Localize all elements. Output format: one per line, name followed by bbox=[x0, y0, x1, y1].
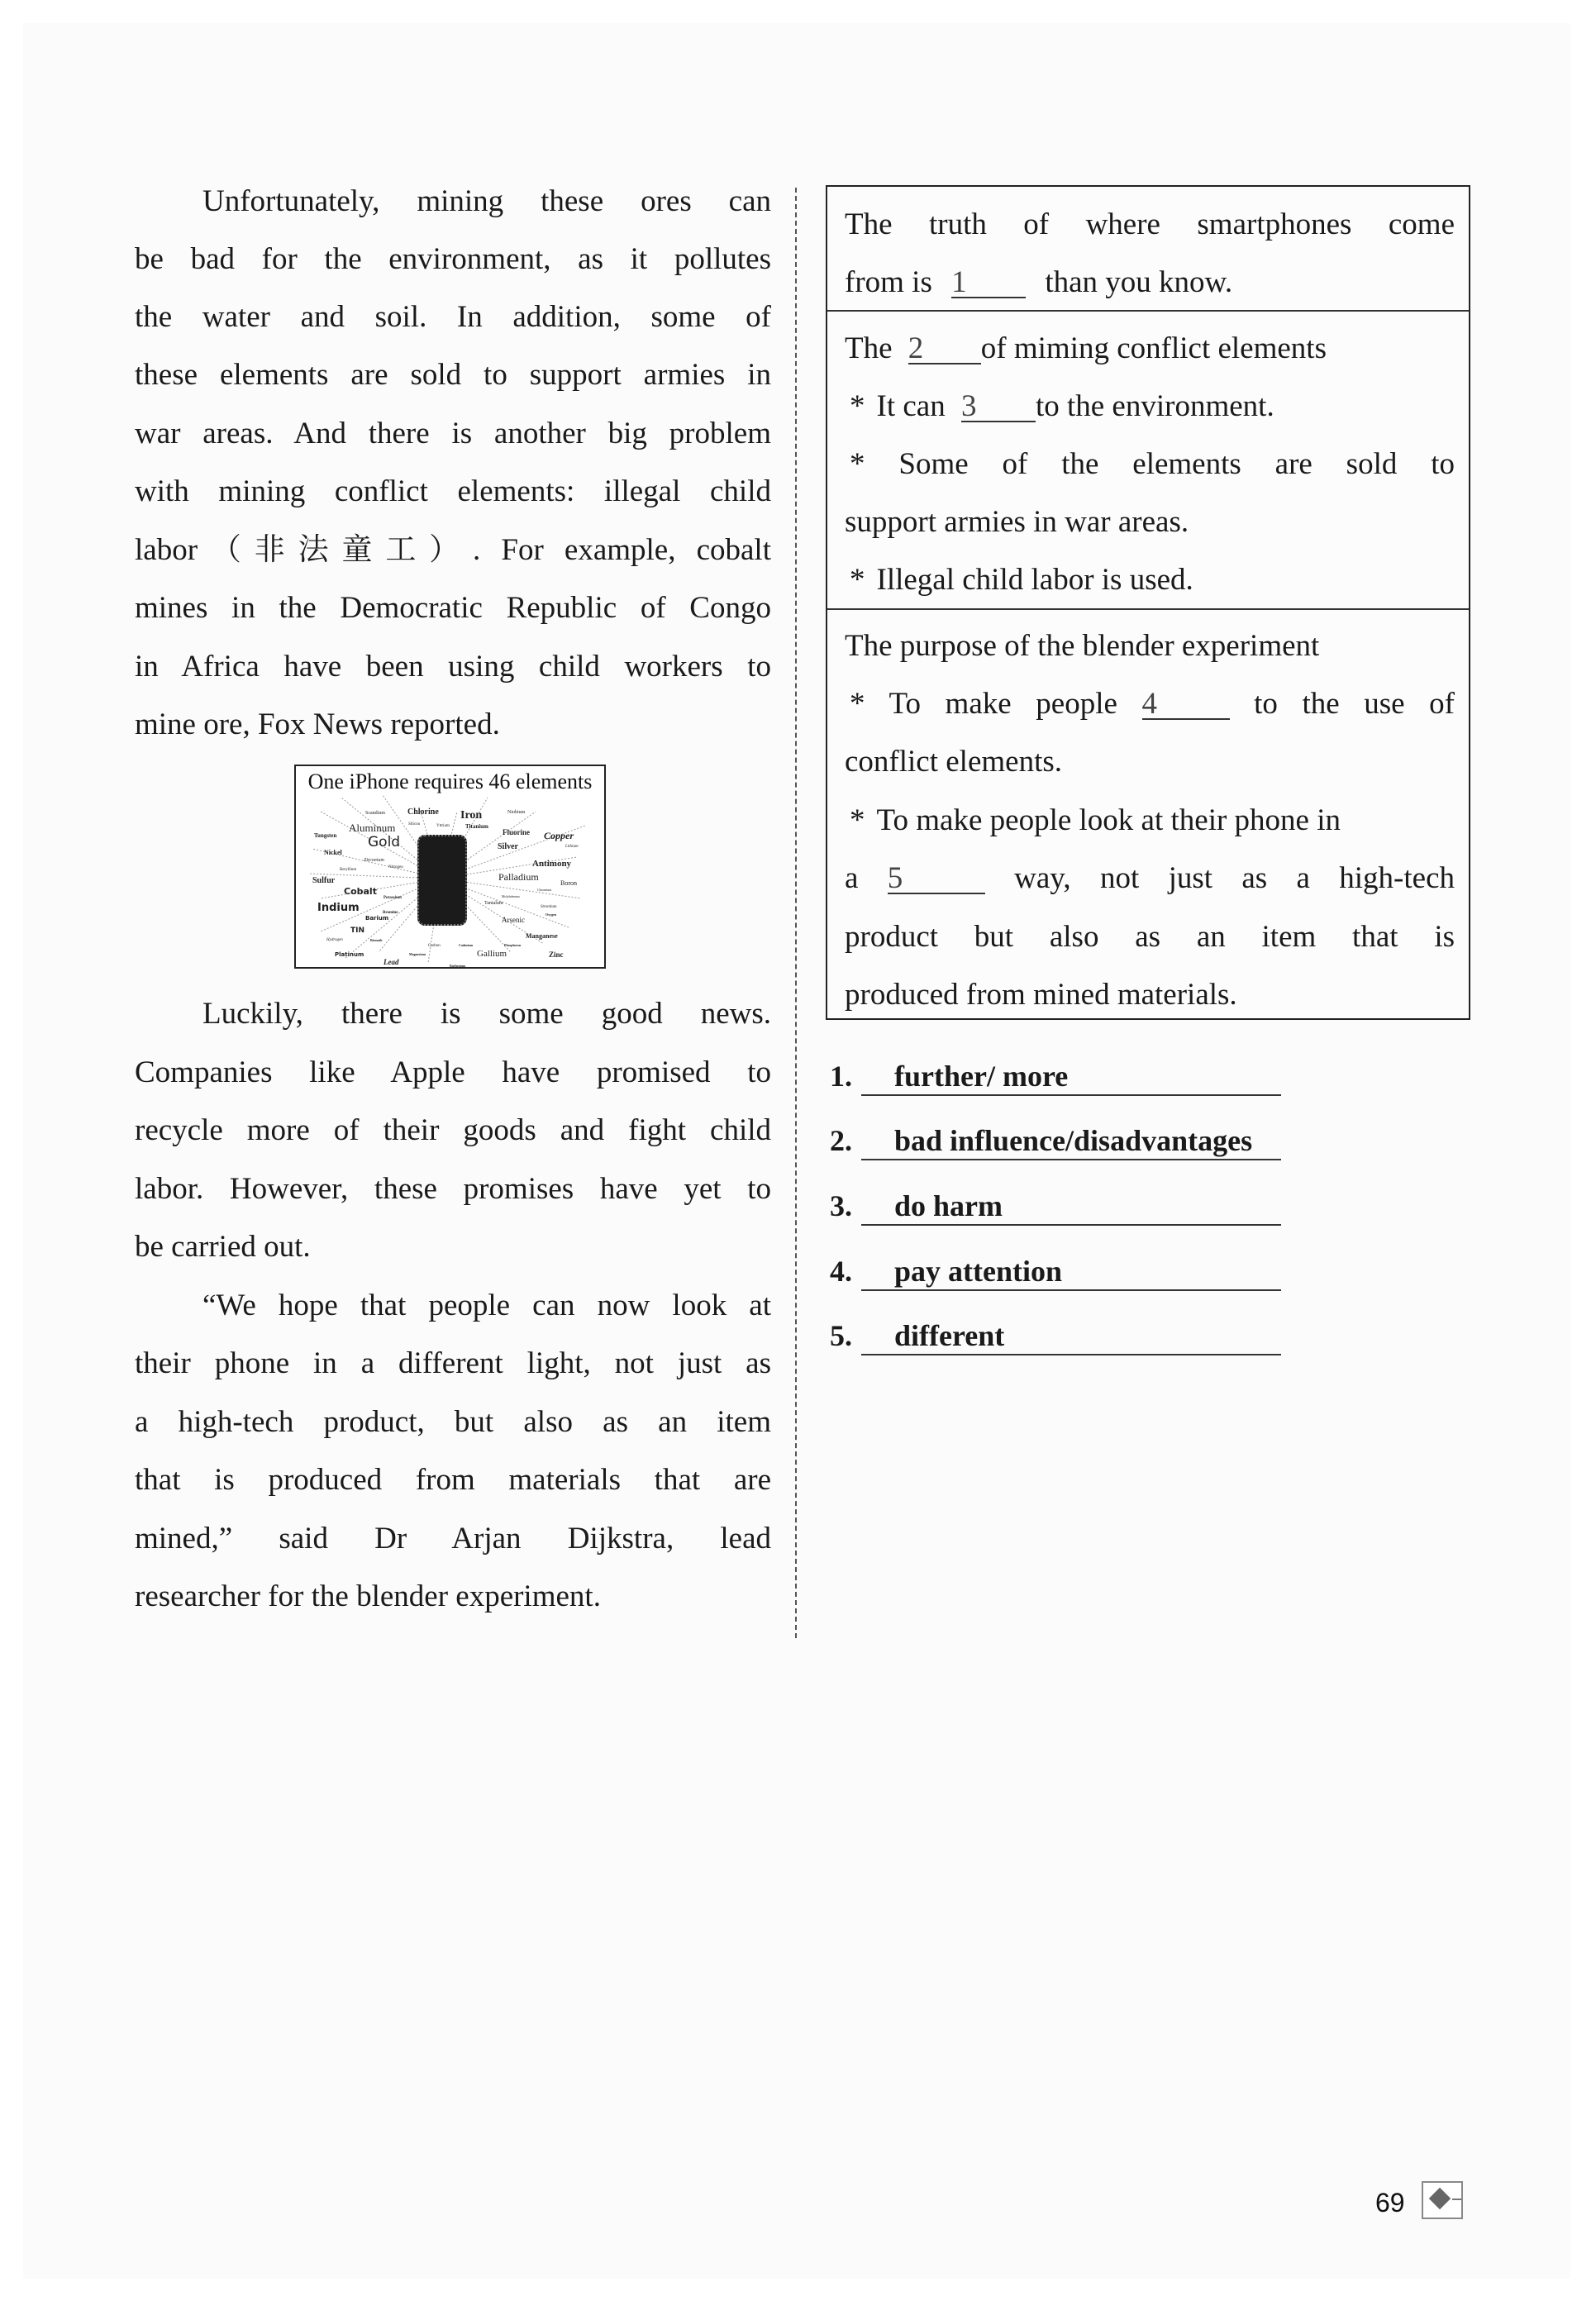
icon-tick-line bbox=[1452, 2199, 1461, 2200]
element-label: Lithium bbox=[565, 845, 579, 849]
element-label: Cadmium bbox=[459, 943, 474, 947]
answer-text: do harm bbox=[894, 1189, 1003, 1222]
blank-2[interactable]: 2 bbox=[908, 335, 981, 364]
element-label: Aluminum bbox=[349, 822, 396, 834]
iphone-elements-figure bbox=[294, 765, 606, 969]
text: to the environment. bbox=[1035, 389, 1274, 423]
element-label: Molybdenum bbox=[502, 894, 520, 898]
element-label: Ruthenium bbox=[450, 964, 466, 968]
element-label: Zirconium bbox=[364, 858, 384, 863]
diamond-box-icon bbox=[1422, 2181, 1463, 2219]
text-line: mines in the Democratic Republic of Congo bbox=[135, 591, 771, 625]
element-label: Titanium bbox=[465, 823, 488, 830]
asterisk-bullet-icon: * bbox=[850, 389, 865, 423]
answer-text: different bbox=[894, 1319, 1005, 1352]
element-label: Iron bbox=[460, 809, 483, 822]
text-line: recycle more of their goods and fight child bbox=[135, 1113, 771, 1147]
text: a bbox=[845, 861, 859, 895]
text-line: that is produced from materials that are bbox=[135, 1463, 771, 1497]
element-label: Beryllium bbox=[340, 868, 357, 872]
element-label: Gold bbox=[368, 834, 401, 850]
table-row3-bullet2-line3: product but also as an item that is bbox=[845, 920, 1455, 954]
column-divider bbox=[795, 188, 797, 1638]
text-line: these elements are sold to support armies in bbox=[135, 358, 771, 392]
table-row3-bullet1 bbox=[850, 686, 1455, 722]
element-label: Tantalum bbox=[484, 901, 503, 906]
text: It can bbox=[876, 389, 946, 423]
diamond-icon bbox=[1429, 2188, 1451, 2209]
answer-number: 3. bbox=[830, 1189, 852, 1222]
element-label: Bismuth bbox=[370, 938, 383, 942]
text-line: mine ore, Fox News reported. bbox=[135, 707, 500, 741]
element-label: Silicon bbox=[408, 822, 421, 827]
answer-item bbox=[830, 1253, 1293, 1294]
asterisk-bullet-icon: * bbox=[850, 687, 865, 721]
element-label: Sulfur bbox=[312, 876, 336, 885]
text-line: war areas. And there is another big problem bbox=[135, 417, 771, 450]
element-label: Boron bbox=[560, 879, 577, 887]
text-line: labor（非法童工）. For example, cobalt bbox=[135, 533, 771, 567]
text-line: be bad for the environment, as it pollutes bbox=[135, 242, 771, 276]
element-label: Niobium bbox=[507, 810, 526, 815]
answer-number: 1. bbox=[830, 1060, 852, 1093]
text: from is bbox=[845, 265, 932, 299]
element-label: Fluorine bbox=[503, 828, 530, 836]
text: Some of the elements are sold to bbox=[898, 447, 1455, 481]
blank-1[interactable]: 1 bbox=[951, 269, 1026, 298]
table-row3-bullet1-line2: conflict elements. bbox=[845, 745, 1063, 779]
text: to the use of bbox=[1254, 687, 1455, 721]
answer-number: 5. bbox=[830, 1319, 852, 1352]
table-row2-bullet2-line1 bbox=[850, 446, 1455, 483]
iphone-graphic bbox=[417, 835, 467, 926]
text: of miming conflict elements bbox=[980, 331, 1327, 365]
element-label: Chlorine bbox=[407, 807, 439, 817]
element-label: Hydrogen bbox=[326, 938, 343, 942]
table-row3-bullet2-line4: produced from mined materials. bbox=[845, 978, 1237, 1012]
table-row3-bullet2-line2 bbox=[845, 860, 1455, 897]
element-label: Chromium bbox=[537, 888, 552, 892]
element-label: Silver bbox=[498, 842, 518, 851]
table-row-separator bbox=[827, 310, 1469, 312]
element-label: Gallium bbox=[477, 949, 507, 959]
element-label: Yttrium bbox=[436, 824, 450, 828]
blank-4[interactable]: 4 bbox=[1142, 690, 1230, 720]
element-label: Arsenic bbox=[502, 916, 525, 924]
answer-item bbox=[830, 1058, 1293, 1099]
element-label: Magnesium bbox=[409, 952, 426, 956]
element-label: Copper bbox=[544, 830, 574, 841]
table-row1-line1: The truth of where smartphones come bbox=[845, 207, 1455, 241]
answer-item bbox=[830, 1317, 1293, 1359]
text-line: “We hope that people can now look at bbox=[202, 1289, 771, 1322]
element-label: Oxygen bbox=[545, 912, 557, 917]
element-label: Antimony bbox=[532, 859, 572, 869]
text-line: in Africa have been using child workers to bbox=[135, 650, 771, 684]
element-label: Palladium bbox=[498, 871, 539, 883]
answer-text: pay attention bbox=[894, 1255, 1063, 1288]
answer-text: bad influence/disadvantages bbox=[894, 1124, 1253, 1157]
table-row2-bullet1 bbox=[845, 388, 1455, 425]
element-label: Carbon bbox=[428, 944, 441, 948]
element-label: Manganese bbox=[526, 932, 558, 940]
blank-3[interactable]: 3 bbox=[961, 393, 1036, 422]
element-label: Cobalt bbox=[344, 886, 377, 897]
text: To make people look at their phone in bbox=[876, 803, 1341, 837]
element-label: TIN bbox=[350, 927, 365, 935]
text: Illegal child labor is used. bbox=[876, 563, 1193, 597]
text-line: researcher for the blender experiment. bbox=[135, 1579, 601, 1613]
text-line: a high-tech product, but also as an item bbox=[135, 1405, 771, 1439]
element-label: Lead bbox=[384, 958, 399, 966]
table-row2-bullet2-line2: support armies in war areas. bbox=[845, 505, 1189, 539]
text: than you know. bbox=[1045, 265, 1233, 299]
answer-text: further/ more bbox=[894, 1060, 1069, 1093]
element-label: Scandium bbox=[365, 811, 385, 816]
element-label: Nitrogen bbox=[388, 865, 403, 869]
blank-5[interactable]: 5 bbox=[888, 865, 985, 894]
answer-item bbox=[830, 1122, 1293, 1164]
asterisk-bullet-icon: * bbox=[850, 803, 865, 837]
text-line: the water and soil. In addition, some of bbox=[135, 300, 771, 334]
text-line: with mining conflict elements: illegal child bbox=[135, 474, 771, 508]
element-label: Zinc bbox=[549, 950, 564, 959]
element-label: Platinum bbox=[335, 951, 364, 958]
text: way, not just as a high-tech bbox=[1014, 861, 1455, 895]
answer-number: 4. bbox=[830, 1255, 852, 1288]
element-label: Phosphorus bbox=[504, 943, 522, 947]
page-number: 69 bbox=[1375, 2188, 1405, 2218]
table-row-separator bbox=[827, 608, 1469, 610]
text: To make people bbox=[889, 687, 1117, 721]
table-row2-heading bbox=[845, 331, 1455, 367]
element-label: Indium bbox=[317, 902, 360, 914]
text-line: mined,” said Dr Arjan Dijkstra, lead bbox=[135, 1522, 771, 1555]
answer-number: 2. bbox=[830, 1124, 852, 1157]
table-row3-bullet2-line1 bbox=[845, 803, 1455, 839]
asterisk-bullet-icon: * bbox=[850, 563, 865, 597]
table-row3-heading: The purpose of the blender experiment bbox=[845, 629, 1320, 663]
text-line: Companies like Apple have promised to bbox=[135, 1055, 771, 1089]
text: The bbox=[845, 331, 893, 365]
text-line: their phone in a different light, not just as bbox=[135, 1346, 771, 1380]
table-row2-bullet3 bbox=[845, 562, 1455, 598]
answer-item bbox=[830, 1188, 1293, 1229]
element-label: Bromine bbox=[383, 911, 398, 915]
element-label: Nickel bbox=[324, 849, 342, 856]
text-line: be carried out. bbox=[135, 1230, 311, 1264]
element-label: Potassium bbox=[384, 896, 402, 900]
text-line: labor. However, these promises have yet to bbox=[135, 1172, 771, 1206]
asterisk-bullet-icon: * bbox=[850, 447, 865, 481]
element-label: Strontium bbox=[541, 905, 557, 909]
element-label: Tungsten bbox=[314, 832, 337, 839]
summary-table bbox=[826, 185, 1470, 1020]
text-line: Luckily, there is some good news. bbox=[202, 997, 771, 1031]
text-line: Unfortunately, mining these ores can bbox=[202, 184, 771, 218]
figure-title: One iPhone requires 46 elements bbox=[307, 769, 593, 793]
table-row1-line2 bbox=[845, 264, 1455, 301]
element-label: Barium bbox=[365, 915, 389, 922]
